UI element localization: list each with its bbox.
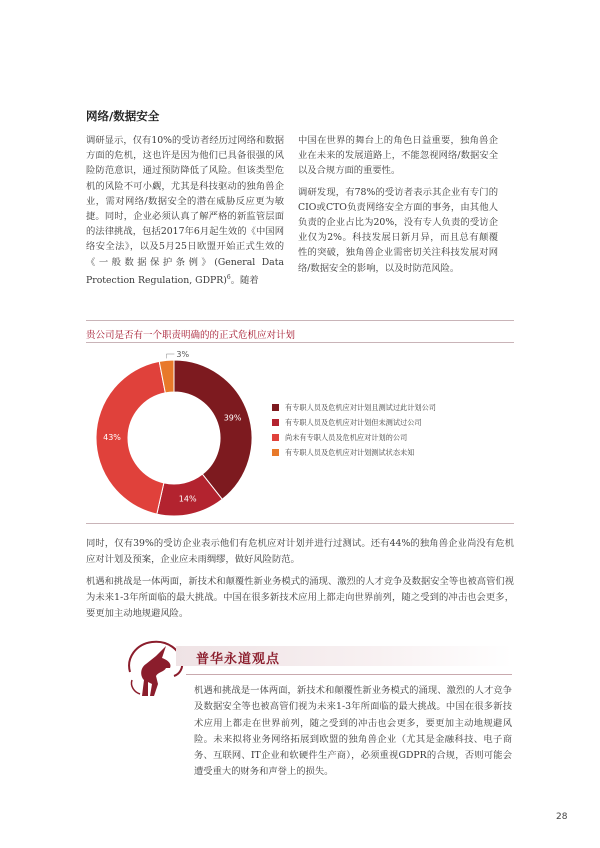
legend-swatch [272,419,279,426]
legend-swatch [272,404,279,411]
chart-legend [272,400,436,460]
chart-bottom-divider [86,523,514,524]
chart-top-divider [86,320,514,321]
legend-item [272,415,436,430]
left-paragraph [86,133,284,288]
slice-label: 3% [176,350,190,359]
chart-title: 贵公司是否有一个职责明确的的正式危机应对计划 [86,330,296,341]
legend-item [272,400,436,415]
left-column [86,133,284,294]
slice-label: 43% [103,433,121,443]
viewpoint-divider [186,674,512,675]
slice-label: 39% [223,413,242,423]
left-paragraph-tail: 。随着 [230,274,259,286]
viewpoint-title: 普华永道观点 [196,652,281,667]
donut-chart [86,348,262,520]
left-paragraph-text: 调研显示，仅有10%的受访者经历过网络和数据方面的危机，这也许是因为他们已具备很强的风险防范意识，通过预防降低了风险。但该类型危机的风险不可小觑，尤其是科技驱动的独角兽企业，需对网络/数据安全的潜在威胁反应更为敏捷。同时，企业必须认真了解严格的新监管层面的法律挑战，包括2017年6月起生效的《中国网络安全法》，以及5月25日欧盟开始正式生效的《一般数据保护条例》(General Data Protection Regulation, GDPR) [86,135,284,286]
legend-swatch [272,434,279,441]
legend-swatch [272,449,279,456]
legend-label: 有专职人员及危机应对计划测试状态未知 [285,447,415,457]
body-after-chart [86,536,514,628]
legend-label: 有专职人员及危机应对计划但未测试过公司 [285,417,422,427]
footnote-marker: 6 [226,273,231,281]
right-column [298,133,498,282]
slice-label: 14% [178,494,197,504]
viewpoint-text: 机遇和挑战是一体两面，新技术和颠覆性新业务模式的涌现、激烈的人才竞争及数据安全等也被高管们视为未来1-3年所面临的最大挑战。中国在很多新技术应用上都走在世界前列，随之受到的冲击也会更多，要更加主动地规避风险。未来拟将业务网络拓展到欧盟的独角兽企业（尤其是金融科技、电子商务、互联网、IT企业和软硬件生产商），必须重视GDPR的合规，否则可能会遭受重大的财务和声誉上的损失。 [194,685,512,778]
slice-tested [174,360,252,499]
legend-item [272,430,436,445]
chart-title-divider [86,342,514,343]
right-paragraph-2: 调研发现，有78%的受访者表示其企业有专门的CIO或CTO负责网络安全方面的事务，由其他人负责的企业占比为20%，没有专人负责的受访企业仅为2%。科技发展日新月异，而且总有颠覆性的突破，独角兽企业需密切关注科技发展对网络/数据安全的影响，以及时防范风险。 [298,186,498,274]
legend-item [272,445,436,460]
legend-label: 有专职人员及危机应对计划且测试过此计划公司 [285,402,436,412]
right-paragraph-1: 中国在世界的舞台上的角色日益重要，独角兽企业在未来的发展道路上，不能忽视网络/数据安全以及合规方面的重要性。 [298,135,498,177]
page-number: 28 [556,812,568,822]
paragraph-after-chart: 同时，仅有39%的受访企业表示他们有危机应对计划并进行过测试。还有44%的独角兽企业尚没有危机应对计划及预案，企业应未雨绸缪，做好风险防范。 [86,538,514,565]
section-title: 网络/数据安全 [86,109,160,123]
paragraph-opportunity: 机遇和挑战是一体两面，新技术和颠覆性新业务模式的涌现、激烈的人才竞争及数据安全等也被高管们视为未来1-3年所面临的最大挑战。中国在很多新技术应用上都走向世界前列，随之受到的冲击也会更多，要更加主动地规避风险。 [86,576,514,619]
legend-label: 尚未有专职人员及危机应对计划的公司 [285,432,408,442]
